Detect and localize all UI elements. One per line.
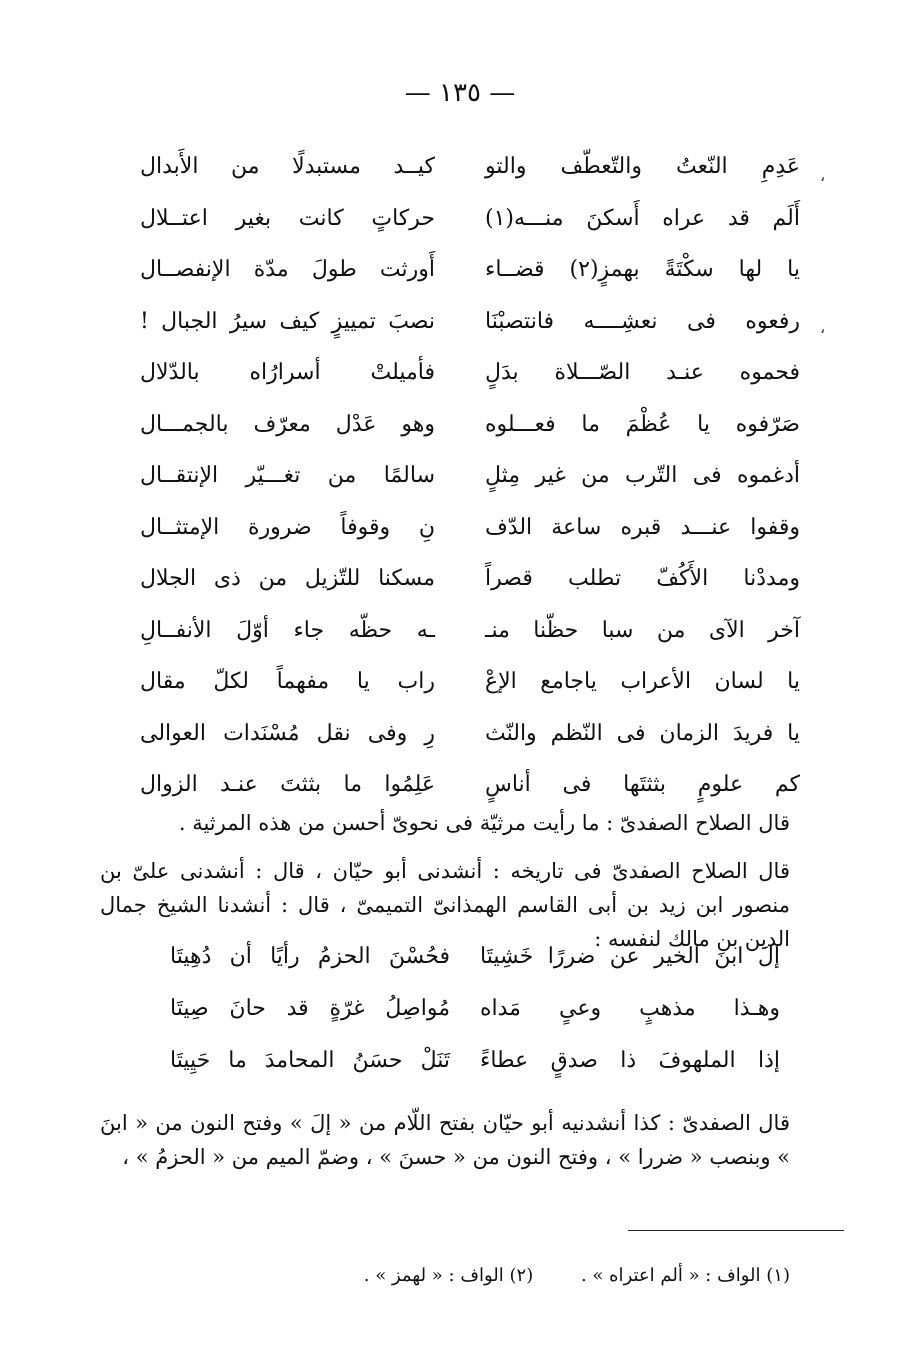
poem-verse	[170, 1044, 780, 1096]
poem-verse	[140, 150, 800, 202]
verse-first-hemistich: رفعوه فى نعشِــــه فانتصبْنَا	[485, 308, 800, 334]
verse-second-hemistich: أَورثت طولَ مدّة الإنفصــال	[140, 257, 435, 282]
verse-second-hemistich: نِ وقوفاً ضرورة الإمتثــال	[140, 514, 435, 540]
poem-verse	[140, 253, 800, 305]
footnotes	[330, 1265, 790, 1286]
verse-second-hemistich: مسكنا للتّزيل من ذى الجلال	[140, 566, 435, 591]
verse-first-hemistich: يا لها سكْتَةً بهمزٍ(٢) قضــاء	[485, 257, 800, 282]
poem-verse	[140, 665, 800, 717]
footnote: (٢) الواف : « لهمز » .	[363, 1265, 534, 1286]
poem-verse	[140, 202, 800, 254]
verse-first-hemistich: وهـذا مذهبٍ وعىٍ مَداه	[480, 996, 780, 1021]
verse-first-hemistich: وقفوا عنـــد قبره ساعة الدّف	[485, 514, 800, 540]
verse-second-hemistich: نصبَ تمييزٍ كيف سيرُ الجبال !	[140, 308, 435, 334]
poem-verse	[170, 940, 780, 992]
poem-verse	[140, 511, 800, 563]
verse-second-hemistich: راب يا مفهماً لكلّ مقال	[140, 669, 435, 694]
verse-second-hemistich: كيــد مستبدلًا من الأَبدال	[140, 154, 435, 179]
prose-paragraph: قال الصفدىّ : كذا أنشدنيه أبو حيّان بفتح اللّام من « إلَ » وفتح النون من « ابنَ » وبنصب « ضررا » ، وفتح النون من « حسنَ » ، وضمّ الميم من « الحزمُ » ،	[100, 1111, 790, 1169]
verse-first-hemistich: يا لسان الأعراب ياجامع الإعْ	[485, 669, 800, 694]
verse-first-hemistich: عَدِمِ النّعتُ والتّعطّف والتو	[485, 154, 800, 179]
verse-first-hemistich: إلَ ابنَ الخير عن ضررًا خَشِيتَا	[480, 944, 780, 969]
margin-mark: ،	[820, 166, 826, 185]
verse-first-hemistich: صَرّفوه يا عُظْمَ ما فعـــلوه	[485, 411, 800, 437]
verse-second-hemistich: حركاتٍ كانت بغير اعتــلال	[140, 205, 435, 231]
poem-verse	[140, 408, 800, 460]
verse-second-hemistich: ـه حظّه جاء أوّلَ الأنفــالِ	[140, 617, 435, 643]
verse-first-hemistich: فحموه عنـد الصّـــلاة بدَلٍ	[485, 360, 800, 385]
verse-first-hemistich: يا فريدَ الزمان فى النّظم والنّث	[485, 720, 800, 746]
poem-verse	[170, 992, 780, 1044]
page-number: — ١٣٥ —	[404, 78, 516, 108]
verse-second-hemistich: تَنَلْ حسَنُ المحامدَ ما حَيِيتَا	[170, 1048, 450, 1073]
verse-first-hemistich: آخر الآى من سبا حظّنا منـ	[485, 617, 800, 643]
verse-second-hemistich: فأميلتْ أسرارُاه بالدّلال	[140, 360, 435, 385]
prose-paragraph: قال الصلاح الصفدىّ فى تاريخه : أنشدنى أبو حيّان ، قال : أنشدنى علىّ بن منصور ابن زيد بن أبى القاسم الهمذانىّ التميمىّ ، قال : أنشدنا الشيخ جمال الدين بن مالك لنفسه :	[100, 859, 790, 951]
verse-first-hemistich: أَلَم قد عراه أَسكنَ منـــه(١)	[485, 205, 800, 231]
elegy-poem	[140, 150, 800, 820]
poem-verse	[140, 459, 800, 511]
verse-second-hemistich: عَلِمُوا ما بثثتَ عنـد الزوال	[140, 772, 435, 797]
verse-second-hemistich: مُواصِلُ غرّةٍ قد حانَ صِيتَا	[170, 996, 450, 1021]
poem-verse	[140, 717, 800, 769]
verse-second-hemistich: رِ وفى نقل مُسْنَدات العوالى	[140, 720, 435, 746]
poem-verse	[140, 356, 800, 408]
prose-block	[100, 1106, 790, 1188]
poem-verse	[140, 562, 800, 614]
prose-paragraph: قال الصلاح الصفدىّ : ما رأيت مرثيّة فى نحوىّ أحسن من هذه المرثية .	[178, 811, 790, 835]
poem-verse	[140, 305, 800, 357]
verse-second-hemistich: فحُسْنَ الحزمُ رأيًا أن دُهِيتَا	[170, 944, 450, 969]
verse-first-hemistich: ومددْنا الأَكُفّ تطلب قصراً	[485, 566, 800, 591]
verse-first-hemistich: كم علومٍ بثثتَها فى أناسٍ	[485, 772, 800, 797]
ibn-malik-poem	[170, 940, 780, 1096]
verse-first-hemistich: أدغموه فى التّرب من غير مِثلٍ	[485, 463, 800, 488]
footnote: (١) الواف : « ألم اعتراه » .	[580, 1265, 790, 1286]
poem-verse	[140, 614, 800, 666]
margin-mark: ،	[820, 318, 826, 337]
verse-second-hemistich: سالمًا من تغـــيّر الإنتقــال	[140, 463, 435, 488]
footnote-divider	[628, 1230, 844, 1231]
verse-second-hemistich: وهو عَدْل معرّف بالجمـــال	[140, 411, 435, 437]
verse-first-hemistich: إذا الملهوفَ ذا صدقٍ عطاءً	[480, 1048, 780, 1073]
